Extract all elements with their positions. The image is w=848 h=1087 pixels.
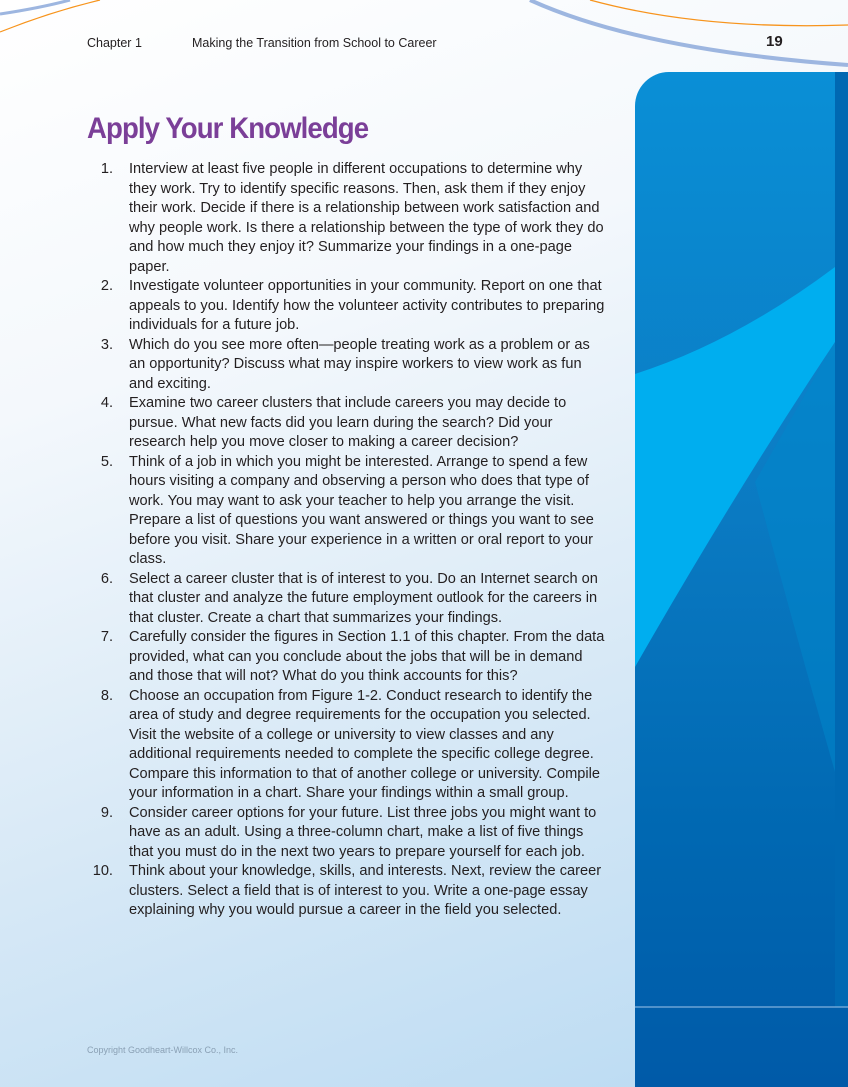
item-number: 3.	[100, 336, 113, 353]
item-text: Which do you see more often—people treating work as a problem or as an opportunity? Discuss what may inspire workers to view work as fun and exciting.	[129, 336, 590, 392]
copyright: Copyright Goodheart-Willcox Co., Inc.	[87, 1045, 239, 1055]
item-text: Investigate volunteer opportunities in your community. Report on one that appeals to you. Identify how the volunteer activity contributes to preparing individuals for a future job.	[129, 278, 605, 333]
chapter-title: Making the Transition from School to Career	[192, 36, 437, 50]
item-text: Think about your knowledge, skills, and interests. Next, review the career clusters. Select a field that is of interest to you. Write a one-page essay explaining why you would pursue a career in the field you selected.	[129, 863, 602, 918]
item-text: Think of a job in which you might be interested. Arrange to spend a few hours visiting a company and observing a person who does that type of work. You may want to ask your teacher to help you arrange the visit. Prepare a list of questions you want answered or things you want to see before you visit. Share your experience in a written or oral report to your class.	[129, 453, 594, 567]
item-text: Examine two career clusters that include careers you may decide to pursue. What new facts did you learn during the search? Did your research help you move closer to making a career decision?	[129, 395, 567, 450]
item-text: Consider career options for your future. List three jobs you might want to have as an adult. Using a three-column chart, make a list of five things that you must do in the next two years to prepare yourself for each job.	[129, 804, 597, 860]
page-number: 19	[766, 33, 783, 50]
item-number: 1.	[100, 161, 113, 177]
item-text: Interview at least five people in different occupations to determine why they work. Try to identify specific reasons. Then, ask them if they enjoy their work. Decide if there is a relationship between work satisfaction and why people work. Is there a relationship between the type of work they do and how much they enjoy it? Summarize your findings in a one-page paper.	[129, 161, 604, 275]
side-decorative-panel	[635, 72, 848, 1087]
item-number: 6.	[100, 570, 113, 587]
activity-list	[87, 160, 607, 921]
item-number: 2.	[100, 278, 113, 294]
list-item	[87, 160, 607, 277]
list-item	[87, 394, 607, 453]
list-item	[87, 862, 607, 921]
list-item	[87, 277, 607, 336]
list-item	[87, 804, 607, 863]
list-item	[87, 687, 607, 804]
item-number: 5.	[100, 453, 113, 470]
item-number: 7.	[100, 629, 113, 645]
item-text: Choose an occupation from Figure 1-2. Conduct research to identify the area of study and degree requirements for the occupation you selected. Visit the website of a college or university to view classes and any additional requirements needed to complete the specific college degree. Compare this information to that of another college or university. Compile your information in a chart. Share your findings within a small group.	[129, 687, 601, 801]
item-number: 9.	[100, 804, 113, 821]
list-item	[87, 336, 607, 395]
item-number: 4.	[100, 395, 113, 411]
item-text: Select a career cluster that is of interest to you. Do an Internet search on that cluster and analyze the future employment outlook for the careers in that cluster. Create a chart that summarizes your findings.	[129, 570, 598, 626]
item-number: 10.	[92, 863, 113, 879]
list-item	[87, 570, 607, 629]
list-item	[87, 453, 607, 570]
item-number: 8.	[100, 687, 113, 704]
chapter-label: Chapter 1	[87, 36, 142, 50]
list-item	[87, 628, 607, 687]
section-title: Apply Your Knowledge	[87, 112, 369, 145]
item-text: Carefully consider the figures in Section 1.1 of this chapter. From the data provided, what can you conclude about the jobs that will be in demand and those that will not? What do you think accounts for this?	[129, 629, 605, 684]
